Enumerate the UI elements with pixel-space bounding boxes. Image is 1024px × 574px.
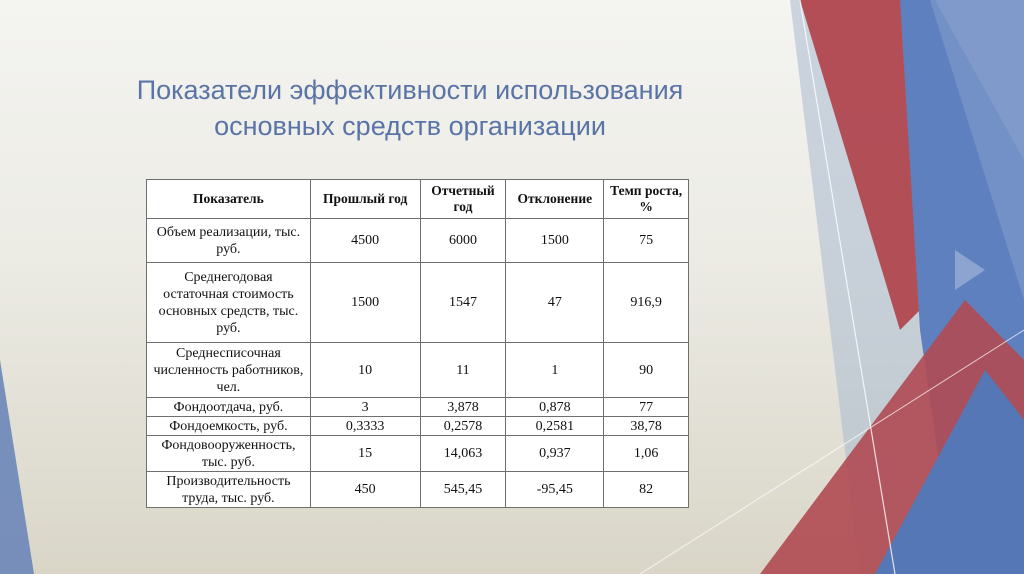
cell-current-year: 0,2578 [420,417,506,436]
cell-current-year: 545,45 [420,472,506,508]
cell-previous-year: 450 [310,472,420,508]
cell-previous-year: 15 [310,436,420,472]
cell-deviation: 0,878 [506,398,604,417]
cell-indicator: Фондоотдача, руб. [147,398,311,417]
cell-current-year: 14,063 [420,436,506,472]
cell-growth-rate: 1,06 [604,436,689,472]
cell-growth-rate: 90 [604,343,689,398]
cell-deviation: 0,2581 [506,417,604,436]
header-growth-rate: Темп роста, % [604,180,689,219]
table-row [147,263,689,343]
cell-deviation: 1500 [506,219,604,263]
cell-indicator: Объем реализации, тыс. руб. [147,219,311,263]
indicators-table [146,179,689,508]
cell-growth-rate: 77 [604,398,689,417]
cell-deviation: 47 [506,263,604,343]
cell-current-year: 3,878 [420,398,506,417]
cell-deviation: 1 [506,343,604,398]
cell-previous-year: 4500 [310,219,420,263]
cell-growth-rate: 916,9 [604,263,689,343]
cell-previous-year: 1500 [310,263,420,343]
header-indicator: Показатель [147,180,311,219]
cell-previous-year: 10 [310,343,420,398]
cell-indicator: Производительность труда, тыс. руб. [147,472,311,508]
cell-previous-year: 3 [310,398,420,417]
cell-indicator: Фондоемкость, руб. [147,417,311,436]
cell-previous-year: 0,3333 [310,417,420,436]
cell-current-year: 1547 [420,263,506,343]
table-row [147,436,689,472]
cell-current-year: 6000 [420,219,506,263]
header-previous-year: Прошлый год [310,180,420,219]
table-header-row [147,180,689,219]
cell-growth-rate: 82 [604,472,689,508]
table-row [147,417,689,436]
cell-indicator: Фондовооруженность, тыс. руб. [147,436,311,472]
cell-indicator: Среднесписочная численность работников, чел. [147,343,311,398]
cell-current-year: 11 [420,343,506,398]
table-row [147,343,689,398]
slide-title [100,72,720,144]
header-current-year: Отчетный год [420,180,506,219]
table-row [147,472,689,508]
slide-title-line-1: Показатели эффективности использования [136,75,684,105]
cell-deviation: 0,937 [506,436,604,472]
cell-growth-rate: 75 [604,219,689,263]
cell-deviation: -95,45 [506,472,604,508]
table-row [147,219,689,263]
cell-growth-rate: 38,78 [604,417,689,436]
slide-title-line-2: основных средств организации [214,111,606,141]
table-row [147,398,689,417]
header-deviation: Отклонение [506,180,604,219]
cell-indicator: Среднегодовая остаточная стоимость основных средств, тыс. руб. [147,263,311,343]
